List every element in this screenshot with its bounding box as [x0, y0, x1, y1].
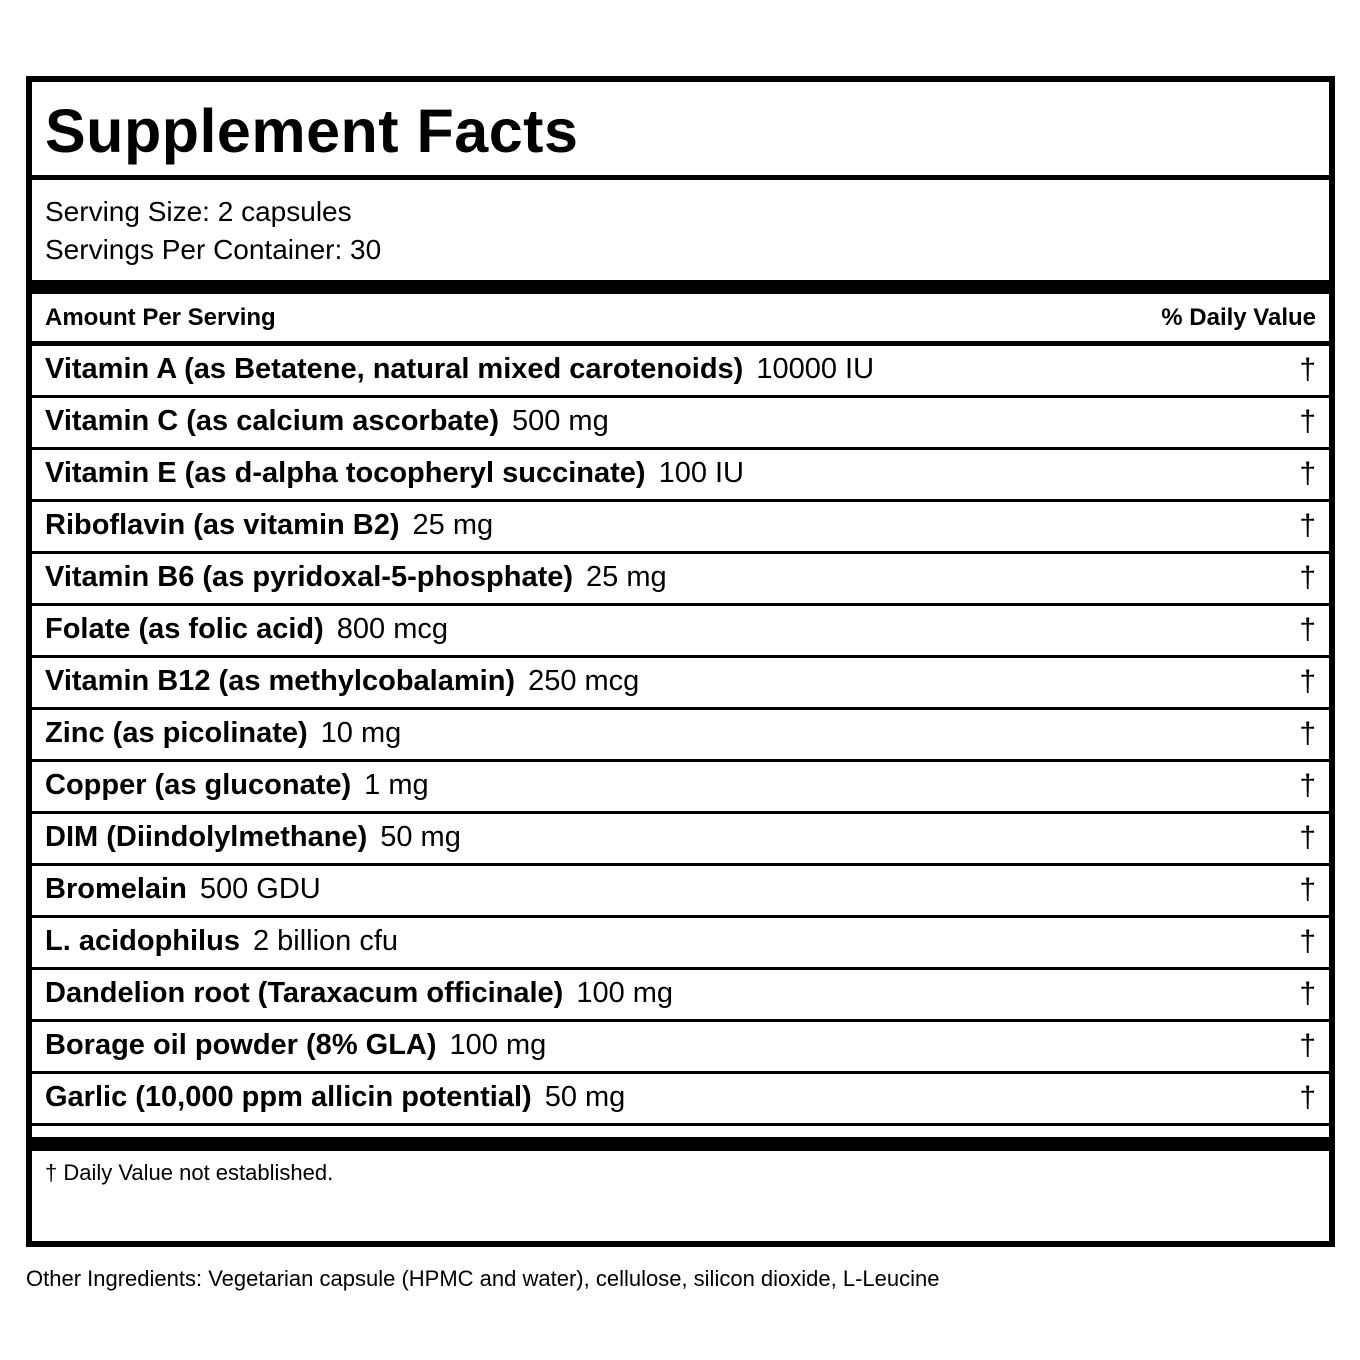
nutrient-amount: 100 IU: [658, 457, 745, 489]
nutrient-daily-value: †: [1299, 717, 1316, 750]
nutrient-amount: 500 GDU: [199, 873, 321, 905]
table-row: [32, 502, 1329, 554]
nutrient-amount: 10 mg: [320, 717, 402, 749]
nutrient-daily-value: †: [1299, 509, 1316, 542]
table-row: [32, 970, 1329, 1022]
table-row: [32, 658, 1329, 710]
table-row: [32, 814, 1329, 866]
nutrient-amount: 2 billion cfu: [252, 925, 399, 957]
nutrient-daily-value: †: [1299, 457, 1316, 490]
nutrient-name: L. acidophilus: [45, 925, 240, 957]
nutrient-name: Garlic (10,000 ppm allicin potential): [45, 1081, 532, 1113]
nutrient-amount: 25 mg: [586, 561, 667, 593]
nutrient-amount: 50 mg: [544, 1081, 626, 1113]
nutrient-daily-value: †: [1299, 1081, 1316, 1114]
nutrient-amount: 100 mg: [449, 1029, 547, 1061]
nutrient-daily-value: †: [1299, 561, 1316, 594]
nutrient-amount: 25 mg: [412, 509, 494, 541]
table-row: [32, 866, 1329, 918]
nutrient-daily-value: †: [1299, 405, 1316, 438]
table-row: [32, 762, 1329, 814]
nutrient-daily-value: †: [1299, 613, 1316, 646]
table-row: [32, 918, 1329, 970]
nutrient-name: Borage oil powder (8% GLA): [45, 1029, 437, 1061]
nutrient-name: Dandelion root (Taraxacum officinale): [45, 977, 564, 1009]
section-divider: [32, 1137, 1329, 1151]
nutrient-name: DIM (Diindolylmethane): [45, 821, 368, 853]
table-header: [32, 294, 1329, 346]
panel-title: Supplement Facts: [32, 82, 1329, 180]
nutrient-amount: 250 mcg: [528, 665, 640, 697]
amount-per-serving-header: Amount Per Serving: [45, 304, 276, 331]
nutrient-name: Vitamin B12 (as methylcobalamin): [45, 665, 516, 697]
nutrient-amount: 500 mg: [511, 405, 609, 437]
supplement-facts-panel: [26, 76, 1335, 1247]
nutrient-daily-value: †: [1299, 665, 1316, 698]
table-row: [32, 1022, 1329, 1074]
nutrient-daily-value: †: [1299, 1029, 1316, 1062]
nutrient-daily-value: †: [1299, 821, 1316, 854]
nutrient-name: Bromelain: [45, 873, 187, 905]
serving-info: [32, 180, 1329, 294]
table-row: [32, 606, 1329, 658]
table-row: [32, 450, 1329, 502]
nutrient-name: Vitamin A (as Betatene, natural mixed carotenoids): [45, 353, 744, 385]
nutrient-list: [32, 346, 1329, 1126]
nutrient-daily-value: †: [1299, 873, 1316, 906]
daily-value-footnote: † Daily Value not established.: [45, 1160, 334, 1185]
table-row: [32, 710, 1329, 762]
nutrient-name: Folate (as folic acid): [45, 613, 324, 645]
serving-size: Serving Size: 2 capsules: [45, 196, 352, 227]
table-row: [32, 398, 1329, 450]
nutrient-name: Vitamin E (as d-alpha tocopheryl succinate): [45, 457, 646, 489]
nutrient-daily-value: †: [1299, 925, 1316, 958]
nutrient-amount: 100 mg: [576, 977, 674, 1009]
nutrient-daily-value: †: [1299, 769, 1316, 802]
nutrient-name: Vitamin B6 (as pyridoxal-5-phosphate): [45, 561, 574, 593]
servings-per-container: Servings Per Container: 30: [45, 234, 382, 265]
nutrient-amount: 10000 IU: [756, 353, 875, 385]
nutrient-name: Vitamin C (as calcium ascorbate): [45, 405, 499, 437]
table-row: [32, 554, 1329, 606]
nutrient-daily-value: †: [1299, 977, 1316, 1010]
nutrient-amount: 800 mcg: [336, 613, 449, 645]
nutrient-name: Riboflavin (as vitamin B2): [45, 509, 400, 541]
nutrient-name: Copper (as gluconate): [45, 769, 352, 801]
other-ingredients: Other Ingredients: Vegetarian capsule (HPMC and water), cellulose, silicon dioxide, L-Leucine: [26, 1266, 940, 1291]
nutrient-amount: 50 mg: [380, 821, 461, 853]
table-row: [32, 1074, 1329, 1126]
daily-value-header: % Daily Value: [1161, 304, 1316, 331]
nutrient-daily-value: †: [1299, 353, 1316, 386]
table-row: [32, 346, 1329, 398]
nutrient-name: Zinc (as picolinate): [45, 717, 308, 749]
nutrient-amount: 1 mg: [364, 769, 429, 801]
